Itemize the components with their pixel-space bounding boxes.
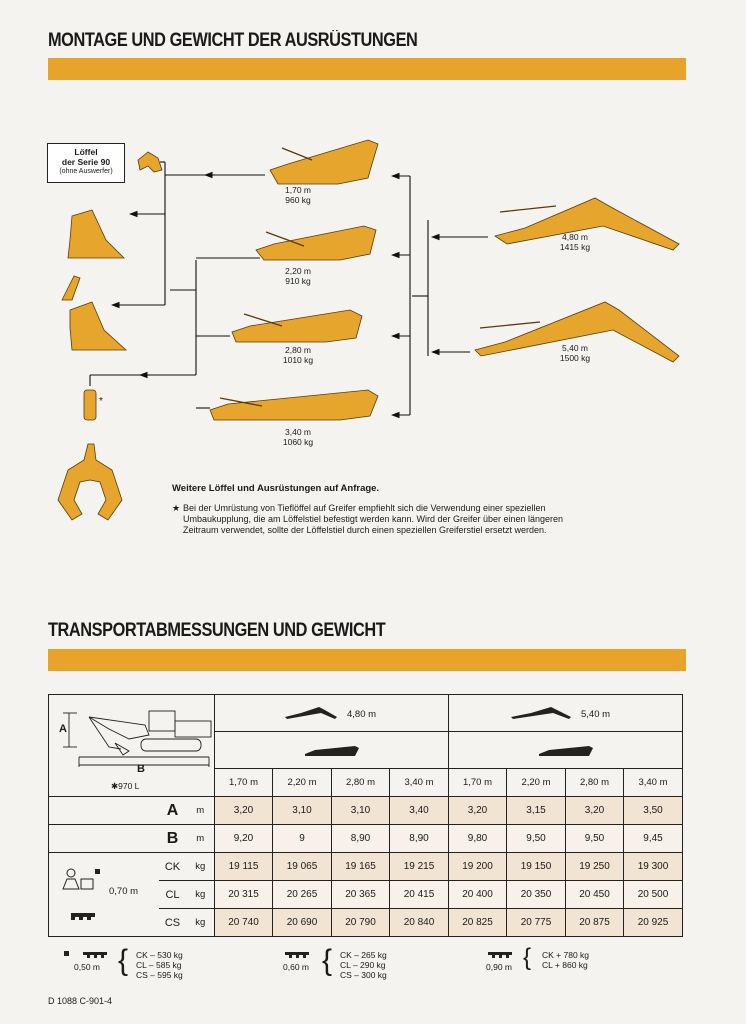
cell: 3,50	[624, 797, 683, 825]
cell: 20 790	[332, 909, 390, 937]
stick-header: 1,70 m	[449, 769, 507, 797]
more-on-request: Weitere Löffel und Ausrüstungen auf Anfrage.	[172, 483, 380, 494]
footnote-line-1: Bei der Umrüstung von Tieflöffel auf Greifer empfiehlt sich die Verwendung einer speziellen	[183, 503, 546, 513]
cell: 9,50	[566, 825, 624, 853]
cell: 20 415	[390, 881, 449, 909]
cell: 20 450	[566, 881, 624, 909]
cell: 20 775	[507, 909, 566, 937]
machine-diagram-cell	[49, 695, 215, 797]
stick-icon-row-2	[449, 732, 683, 769]
stick-icon-row-1	[215, 732, 449, 769]
cell: 19 250	[566, 853, 624, 881]
footnote-text	[183, 503, 623, 536]
cell: 9	[273, 825, 332, 853]
dim-a-label: A	[59, 723, 67, 735]
boom-header-1-text: 4,80 m	[347, 709, 377, 720]
footer-1-line-2: CL – 585 kg	[136, 960, 182, 970]
cell: 20 825	[449, 909, 507, 937]
footer-lines-3	[542, 950, 589, 970]
dim-note: ✱970 L	[111, 781, 140, 791]
accent-bar-bottom	[48, 649, 686, 671]
stick-1-label	[268, 185, 328, 205]
cell: 20 925	[624, 909, 683, 937]
cell: 19 165	[332, 853, 390, 881]
track-shoe-icon-3	[487, 950, 513, 960]
row-cs-unit: kg	[187, 909, 215, 937]
cell: 19 215	[390, 853, 449, 881]
footer-1-line-1: CK – 530 kg	[136, 950, 183, 960]
stick-4-label	[268, 427, 328, 447]
cell: 3,15	[507, 797, 566, 825]
cell: 3,20	[215, 797, 273, 825]
dim-b-label: B	[137, 763, 145, 775]
footnote-line-3: Zeitraum verwendet, sollte der Löffelstiel durch einen speziellen Greiferstiel ersetzt werden.	[183, 525, 547, 535]
footer-lines-1	[136, 950, 183, 980]
operator-weight-icon	[57, 867, 103, 927]
boom-icon-1	[283, 705, 339, 723]
boom-2-weight: 1500 kg	[559, 353, 591, 363]
footer-2-line-2: CL – 290 kg	[340, 960, 386, 970]
square-marker	[64, 951, 69, 956]
cell: 20 500	[624, 881, 683, 909]
footnote-star: ★	[172, 503, 181, 513]
cell: 19 200	[449, 853, 507, 881]
section-title-montage: MONTAGE UND GEWICHT DER AUSRÜSTUNGEN	[48, 30, 418, 51]
table-row-ck	[49, 853, 683, 881]
stick-header: 3,40 m	[624, 769, 683, 797]
boom-1-label	[545, 232, 605, 252]
stick-header: 2,20 m	[507, 769, 566, 797]
stick-header: 2,20 m	[273, 769, 332, 797]
cell: 19 150	[507, 853, 566, 881]
stick-2-label	[268, 266, 328, 286]
section-title-transport: TRANSPORTABMESSUNGEN UND GEWICHT	[48, 620, 386, 641]
cell: 20 740	[215, 909, 273, 937]
stick-2-length: 2,20 m	[285, 266, 311, 276]
transport-table	[48, 694, 683, 937]
stick-4-length: 3,40 m	[285, 427, 311, 437]
cell: 8,90	[332, 825, 390, 853]
grab-star-marker: *	[99, 396, 103, 407]
row-ck-label: CK	[159, 853, 187, 881]
footer-3-line-1: CK + 780 kg	[542, 950, 590, 960]
doc-code: D 1088 C-901-4	[48, 996, 113, 1006]
footer-2-line-1: CK – 265 kg	[340, 950, 387, 960]
row-cs-label: CS	[159, 909, 187, 937]
table-row-a	[49, 797, 683, 825]
boom-header-2	[449, 695, 683, 732]
row-cl-label: CL	[159, 881, 187, 909]
box-line1: Löffel	[74, 147, 98, 157]
cell: 3,10	[332, 797, 390, 825]
boom-header-1	[215, 695, 449, 732]
boom-2-label	[545, 343, 605, 363]
footer-3-line-2: CL + 860 kg	[542, 960, 588, 970]
footer-shoe-3: 0,90 m	[486, 962, 512, 972]
cell: 9,20	[215, 825, 273, 853]
cell: 20 350	[507, 881, 566, 909]
footer-lines-2	[340, 950, 387, 980]
stick-2-weight: 910 kg	[285, 276, 311, 286]
footnote-line-2: Umbaukupplung, die am Löffelstiel befestigt werden kann. Wird der Greifer über einen längeren	[183, 514, 564, 524]
boom-2-length: 5,40 m	[562, 343, 588, 353]
stick-1-length: 1,70 m	[285, 185, 311, 195]
footer-shoe-2: 0,60 m	[283, 962, 309, 972]
cell: 20 875	[566, 909, 624, 937]
cell: 8,90	[390, 825, 449, 853]
stick-header: 1,70 m	[215, 769, 273, 797]
box-line3: (ohne Auswerfer)	[59, 168, 113, 175]
footer-shoe-1: 0,50 m	[74, 962, 100, 972]
boom-icon-2	[509, 705, 573, 723]
cell: 3,40	[390, 797, 449, 825]
track-shoe-icon-1	[82, 950, 108, 960]
shoe-label: 0,70 m	[109, 886, 139, 897]
stick-3-weight: 1010 kg	[282, 355, 314, 365]
stick-3-length: 2,80 m	[285, 345, 311, 355]
row-cl-unit: kg	[187, 881, 215, 909]
stick-icon-2	[537, 744, 597, 760]
table-row-b	[49, 825, 683, 853]
cell: 9,50	[507, 825, 566, 853]
boom-1-length: 4,80 m	[562, 232, 588, 242]
stick-3-label	[268, 345, 328, 365]
brace-3: {	[523, 944, 532, 971]
cell: 20 365	[332, 881, 390, 909]
brace-2: {	[322, 944, 333, 977]
row-a-label: A	[159, 797, 187, 825]
row-a-unit: m	[187, 797, 215, 825]
cell: 20 690	[273, 909, 332, 937]
stick-header: 2,80 m	[332, 769, 390, 797]
boom-header-2-text: 5,40 m	[581, 709, 611, 720]
boom-1-weight: 1415 kg	[559, 242, 591, 252]
track-shoe-icon-2	[284, 950, 310, 960]
cell: 3,10	[273, 797, 332, 825]
cell: 9,80	[449, 825, 507, 853]
brace-1: {	[118, 944, 129, 977]
shoe-cell	[49, 853, 159, 937]
footer-2-line-3: CS – 300 kg	[340, 970, 387, 980]
cell: 9,45	[624, 825, 683, 853]
stick-icon-1	[303, 744, 363, 760]
cell: 20 265	[273, 881, 332, 909]
row-b-unit: m	[187, 825, 215, 853]
row-b-label: B	[159, 825, 187, 853]
cell: 3,20	[449, 797, 507, 825]
cell: 20 315	[215, 881, 273, 909]
cell: 20 400	[449, 881, 507, 909]
footer-1-line-3: CS – 595 kg	[136, 970, 183, 980]
stick-4-weight: 1060 kg	[282, 437, 314, 447]
cell: 19 115	[215, 853, 273, 881]
cell: 3,20	[566, 797, 624, 825]
stick-1-weight: 960 kg	[285, 195, 311, 205]
row-ck-unit: kg	[187, 853, 215, 881]
cell: 19 300	[624, 853, 683, 881]
stick-header: 3,40 m	[390, 769, 449, 797]
stick-header: 2,80 m	[566, 769, 624, 797]
machine-icon	[49, 695, 213, 795]
cell: 19 065	[273, 853, 332, 881]
cell: 20 840	[390, 909, 449, 937]
box-line2: der Serie 90	[61, 157, 111, 167]
